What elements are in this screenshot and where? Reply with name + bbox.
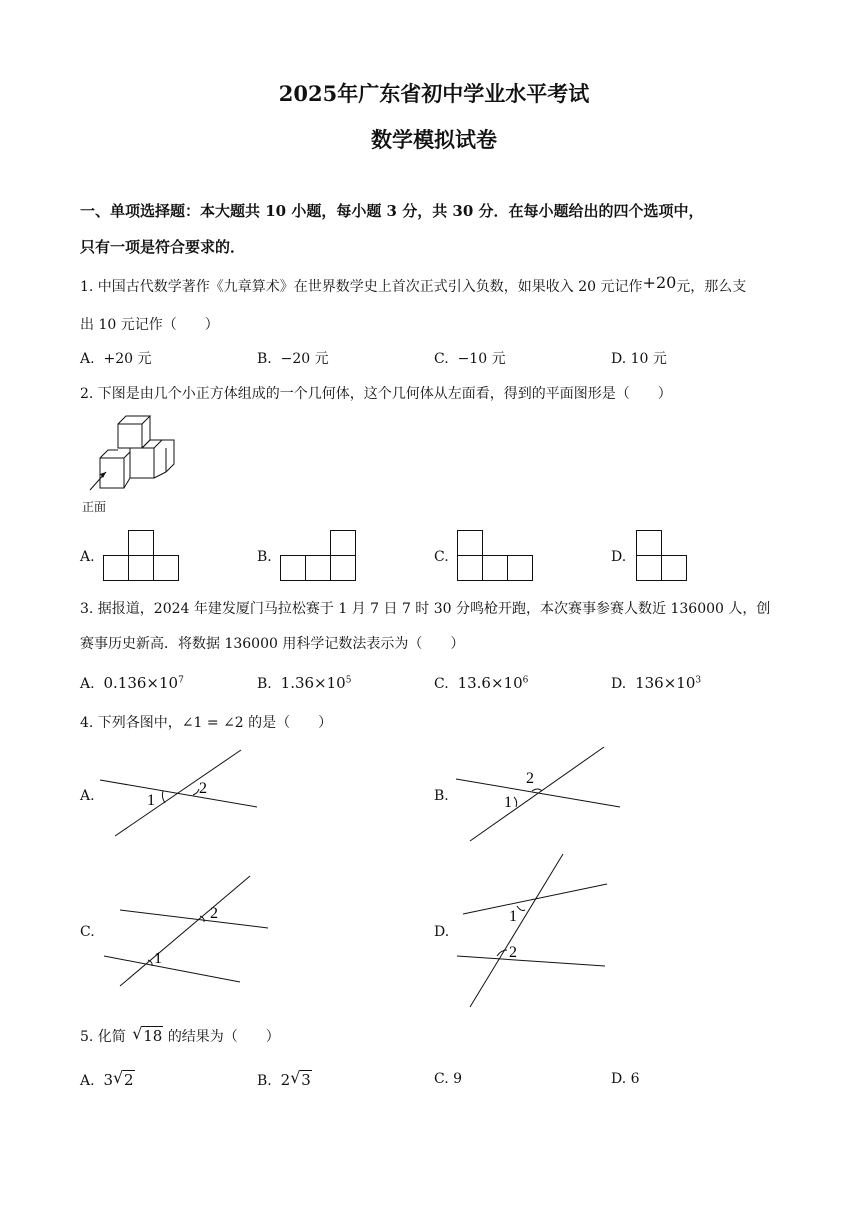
- q5b-radical: [290, 1068, 312, 1089]
- question-3-text-cont: 赛事历史新高．将数据 136000 用科学记数法表示为（ ）: [80, 636, 465, 652]
- radicand: 18: [143, 1027, 163, 1045]
- question-4-text: 4. 下列各图中，∠1 = ∠2 的是（ ）: [80, 715, 333, 731]
- q1-option-b[interactable]: [257, 348, 329, 368]
- q5-radical: [132, 1024, 163, 1045]
- option-base: 1.36×10: [280, 674, 346, 692]
- q5-option-d[interactable]: [611, 1071, 640, 1087]
- option-base: 0.136×10: [103, 674, 179, 692]
- q1-option-d[interactable]: [611, 348, 667, 368]
- question-2-text: 2. 下图是由几个小正方体组成的一个几何体，这个几何体从左面看，得到的平面图形是（ ）: [80, 386, 672, 402]
- q4-option-a-figure: [95, 745, 265, 840]
- radical-sign-icon: √: [290, 1068, 301, 1087]
- option-coef: 2: [280, 1071, 291, 1089]
- q4-option-d-figure: [455, 852, 615, 1012]
- option-text: 10 元: [630, 351, 667, 367]
- radical-sign-icon: √: [113, 1068, 124, 1087]
- option-letter: B.: [257, 676, 272, 692]
- option-text: 6: [630, 1071, 640, 1087]
- q2-option-a-figure: [103, 530, 181, 582]
- option-letter: B.: [257, 351, 272, 367]
- option-base: 13.6×10: [457, 674, 523, 692]
- q1-math: +20: [642, 273, 677, 292]
- angle-1-label: 1: [154, 950, 162, 967]
- option-text: +20 元: [103, 351, 152, 367]
- q1-text-b: 元，那么支: [676, 279, 747, 295]
- option-letter: D.: [611, 676, 627, 692]
- q2-option-d[interactable]: D.: [611, 549, 627, 565]
- q4-option-b[interactable]: B.: [434, 788, 449, 804]
- q5-text-a: 5. 化简: [80, 1029, 126, 1045]
- q5-text-b: 的结果为（ ）: [167, 1029, 280, 1045]
- q5a-radical: [113, 1068, 135, 1089]
- q5-option-a[interactable]: [80, 1068, 135, 1089]
- q1-option-c[interactable]: [434, 348, 506, 368]
- option-coef: 3: [103, 1071, 114, 1089]
- q3-option-d[interactable]: [611, 674, 701, 692]
- exam-title: 2025年广东省初中学业水平考试: [278, 81, 590, 106]
- q4-option-c[interactable]: C.: [80, 924, 95, 940]
- option-letter: C.: [434, 351, 449, 367]
- angle-1-label: 1: [509, 908, 517, 925]
- q4-option-c-figure: [100, 872, 272, 990]
- option-letter: D.: [611, 351, 627, 367]
- q4-option-a[interactable]: A.: [80, 788, 95, 804]
- option-letter: C.: [434, 676, 449, 692]
- exam-subtitle: 数学模拟试卷: [371, 127, 497, 152]
- question-3-text: 3. 据报道，2024 年建发厦门马拉松赛于 1 月 7 日 7 时 30 分鸣枪开跑，本次赛事参赛人数近 136000 人，创: [80, 601, 771, 617]
- radicand: 3: [301, 1071, 311, 1089]
- option-base: 136×10: [635, 674, 696, 692]
- question-1-text-cont: 出 10 元记作（ ）: [80, 317, 219, 333]
- q3-option-a[interactable]: [80, 674, 184, 692]
- option-letter: D.: [611, 1071, 627, 1087]
- q5-option-b[interactable]: [257, 1068, 312, 1089]
- section-heading: 一、单项选择题：本大题共 10 小题，每小题 3 分，共 30 分．在每小题给出的四个选项中，: [80, 202, 704, 220]
- section-heading-cont: 只有一项是符合要求的．: [80, 238, 246, 256]
- angle-1-label: 1: [147, 792, 155, 809]
- option-letter: A.: [80, 351, 95, 367]
- angle-1-label: 1: [504, 794, 512, 811]
- option-exponent: 6: [522, 675, 529, 686]
- angle-2-label: 2: [210, 905, 218, 922]
- option-letter: A.: [80, 676, 95, 692]
- q3-option-c[interactable]: [434, 674, 528, 692]
- question-1-text: [80, 273, 747, 296]
- q2-option-d-figure: [636, 530, 688, 582]
- q3-option-b[interactable]: [257, 674, 351, 692]
- angle-2-label: 2: [199, 780, 207, 797]
- q2-option-c[interactable]: C.: [434, 549, 449, 565]
- angle-2-label: 2: [509, 944, 517, 961]
- q5-option-c[interactable]: [434, 1071, 462, 1087]
- option-exponent: 3: [695, 675, 702, 686]
- option-letter: A.: [80, 1073, 95, 1089]
- option-letter: C.: [434, 1071, 449, 1087]
- q4-option-d[interactable]: D.: [434, 924, 450, 940]
- front-label: 正面: [82, 500, 107, 514]
- angle-2-label: 2: [526, 770, 534, 787]
- question-5-text: [80, 1026, 280, 1046]
- option-text: −10 元: [457, 351, 506, 367]
- q2-option-b-figure: [280, 530, 358, 582]
- q4-option-b-figure: [452, 745, 622, 842]
- radicand: 2: [124, 1071, 134, 1089]
- q2-option-a[interactable]: A.: [80, 549, 95, 565]
- q1-text-a: 1. 中国古代数学著作《九章算术》在世界数学史上首次正式引入负数，如果收入 20 元记作: [80, 279, 643, 295]
- option-text: −20 元: [280, 351, 329, 367]
- radical-sign-icon: √: [132, 1024, 143, 1043]
- option-exponent: 5: [345, 675, 352, 686]
- option-letter: B.: [257, 1073, 272, 1089]
- q2-option-b[interactable]: B.: [257, 549, 272, 565]
- option-text: 9: [453, 1071, 463, 1087]
- option-exponent: 7: [178, 675, 184, 686]
- q2-option-c-figure: [457, 530, 535, 582]
- q1-option-a[interactable]: [80, 348, 151, 368]
